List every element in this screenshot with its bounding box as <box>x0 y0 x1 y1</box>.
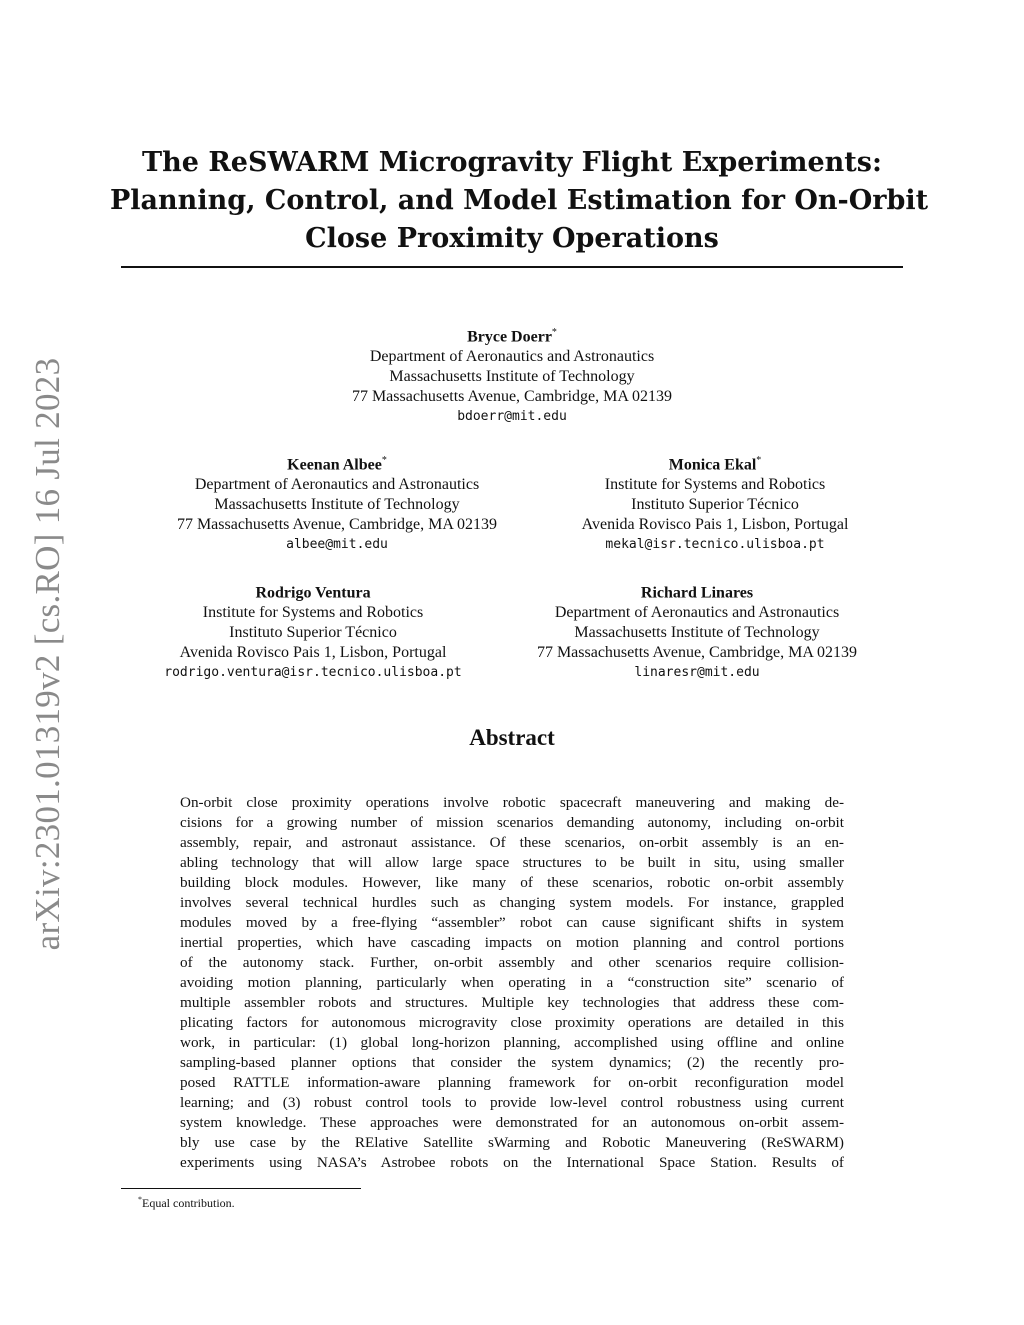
footnote-rule <box>121 1188 361 1189</box>
author-affiliation: Massachusetts Institute of Technology <box>574 624 820 642</box>
abstract-line: inertial properties, which have cascading impacts on motion planning and control portions <box>180 934 844 951</box>
abstract-line: of the autonomy stack. Further, on-orbit assembly and other scenarios require collision- <box>180 954 844 971</box>
abstract-line: work, in particular: (1) global long-horizon planning, accomplished using offline and online <box>180 1034 844 1051</box>
author-affiliation: Institute for Systems and Robotics <box>604 476 826 494</box>
author-name: Richard Linares <box>640 584 754 602</box>
abstract-line: multiple assembler robots and structures. Multiple key technologies that address these com- <box>180 994 844 1011</box>
author-affiliation: Department of Aeronautics and Astronautics <box>194 476 480 494</box>
abstract-line: posed RATTLE information-aware planning framework for on-orbit reconfiguration model <box>180 1074 844 1091</box>
abstract-line: experiments using NASA’s Astrobee robots on the International Space Station. Results of <box>180 1154 844 1171</box>
author-affiliation: Department of Aeronautics and Astronautics <box>554 604 840 622</box>
title-line: The ReSWARM Microgravity Flight Experiments: <box>142 147 882 178</box>
abstract-body <box>180 793 844 1173</box>
author-email[interactable]: bdoerr@mit.edu <box>457 409 567 425</box>
author-name: Keenan Albee* <box>287 455 387 474</box>
author-affiliation: Avenida Rovisco Pais 1, Lisbon, Portugal <box>581 516 849 534</box>
author-name: Rodrigo Ventura <box>255 584 371 602</box>
author-affiliation: 77 Massachusetts Avenue, Cambridge, MA 02139 <box>176 516 498 534</box>
author-affiliation: 77 Massachusetts Avenue, Cambridge, MA 02139 <box>536 644 858 662</box>
author-affiliation: Department of Aeronautics and Astronautics <box>369 348 655 366</box>
abstract-line: assembly, repair, and astronaut assistance. Of these scenarios, on-orbit assembly is an en- <box>180 834 844 851</box>
author-affiliation: Instituto Superior Técnico <box>229 624 397 642</box>
arxiv-id: arXiv:2301.01319v2 [cs.RO] 16 Jul 2023 <box>28 357 67 951</box>
paper-title <box>110 144 929 258</box>
author-affiliation: Avenida Rovisco Pais 1, Lisbon, Portugal <box>179 644 447 662</box>
abstract-line: cisions for a growing number of mission scenarios demanding autonomy, including on-orbit <box>180 814 844 831</box>
author-email[interactable]: mekal@isr.tecnico.ulisboa.pt <box>605 537 825 553</box>
abstract-line: avoiding motion planning, particularly when operating in a “construction site” scenario of <box>180 974 844 991</box>
author-block-doerr <box>312 323 712 427</box>
author-name: Monica Ekal* <box>668 455 762 474</box>
author-block-linares <box>497 579 897 683</box>
author-email[interactable]: albee@mit.edu <box>286 537 388 553</box>
abstract-line: plicating factors for autonomous microgravity close proximity operations are detailed in this <box>180 1014 844 1031</box>
abstract-line: On-orbit close proximity operations involve robotic spacecraft maneuvering and making de- <box>180 794 844 811</box>
author-affiliation: Instituto Superior Técnico <box>631 496 799 514</box>
abstract-line: involves several technical hurdles such as changing system models. For instance, grappled <box>180 894 844 911</box>
author-email[interactable]: linaresr@mit.edu <box>634 665 760 681</box>
author-email[interactable]: rodrigo.ventura@isr.tecnico.ulisboa.pt <box>164 665 462 681</box>
abstract-heading: Abstract <box>469 725 555 750</box>
title-line: Planning, Control, and Model Estimation for On-Orbit <box>110 185 929 216</box>
title-line: Close Proximity Operations <box>305 223 719 254</box>
abstract-line: bly use case by the RElative Satellite sWarming and Robotic Maneuvering (ReSWARM) <box>180 1134 844 1151</box>
abstract-line: sampling-based planner options that consider the system dynamics; (2) the recently pro- <box>180 1054 844 1071</box>
abstract-line: system knowledge. These approaches were demonstrated for an autonomous on-orbit assem- <box>180 1114 844 1131</box>
author-affiliation: 77 Massachusetts Avenue, Cambridge, MA 02139 <box>351 388 673 406</box>
author-block-albee <box>137 451 537 555</box>
abstract-line: abling technology that will allow large space structures to be built in situ, using smaller <box>180 854 844 871</box>
author-affiliation: Massachusetts Institute of Technology <box>389 368 635 386</box>
author-block-ekal <box>515 451 915 555</box>
abstract-line: modules moved by a free-flying “assembler” robot can cause significant shifts in system <box>180 914 844 931</box>
title-rule <box>121 266 903 268</box>
author-affiliation: Massachusetts Institute of Technology <box>214 496 460 514</box>
abstract-line: learning; and (3) robust control tools to provide low-level control robustness using current <box>180 1094 844 1111</box>
author-name: Bryce Doerr* <box>467 327 557 346</box>
author-block-ventura <box>113 579 513 683</box>
footnote: *Equal contribution. <box>138 1195 235 1210</box>
author-affiliation: Institute for Systems and Robotics <box>202 604 424 622</box>
abstract-line: building block modules. However, like many of these scenarios, robotic on-orbit assembly <box>180 874 844 891</box>
